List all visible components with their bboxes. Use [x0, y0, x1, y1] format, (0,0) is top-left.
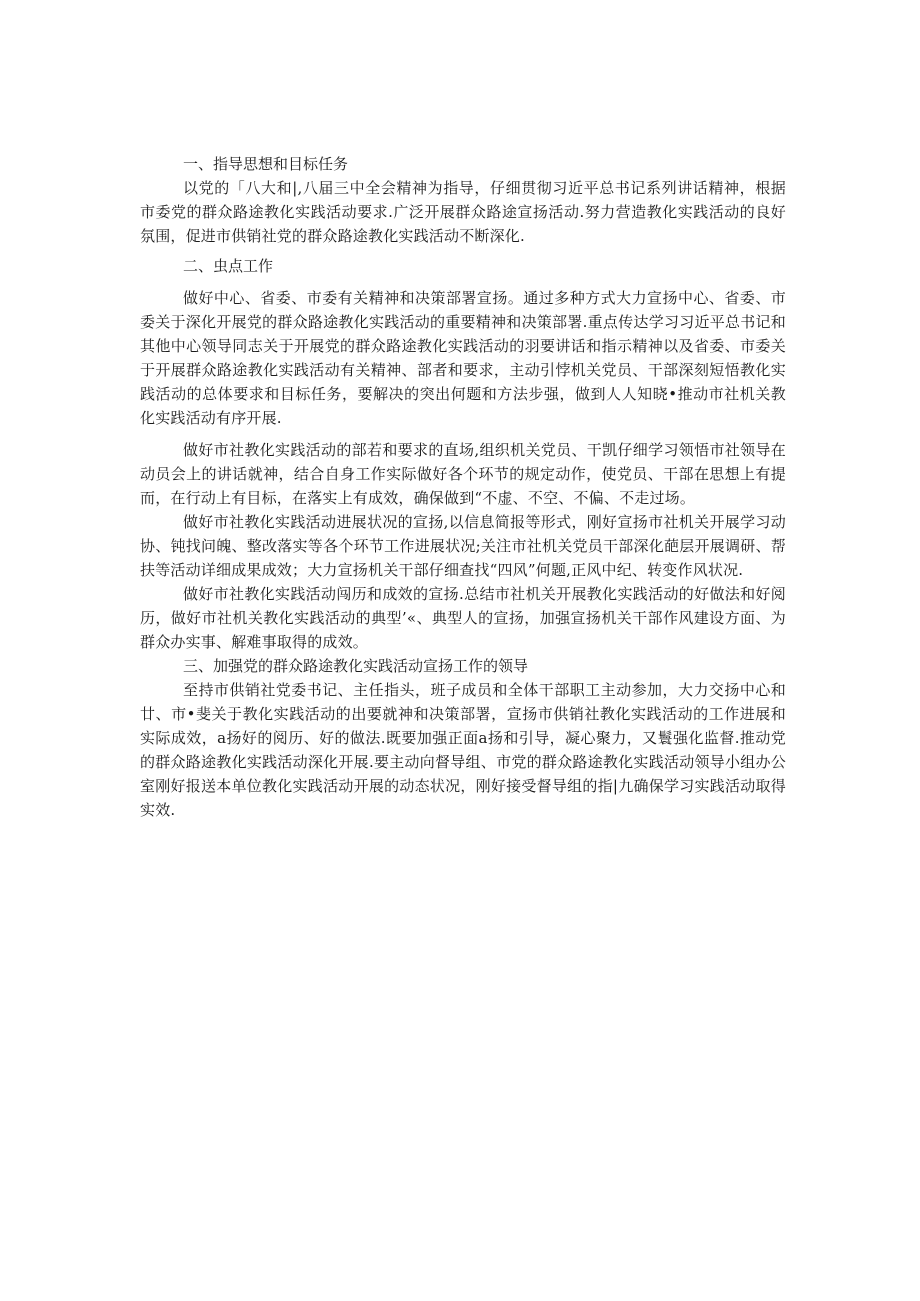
paragraph: 做好市社教化实践活动进展状况的宣扬,以信息简报等形式，刚好宣扬市社机关开展学习动协、钝找问魄、整改落实等各个环节工作进展状况;关注市社机关党员干部深化葩层开展调研、帮扶等活动详细成果成效；大力宣扬机关干部仔细查找“四风”何题,正风中纪、转变作风状况.	[140, 513, 786, 579]
section-heading-1: 一、指导思想和目标任务	[183, 155, 349, 173]
document-body	[140, 152, 786, 822]
paragraph: 至持市供销社党委书记、主任指头，班子成员和全体干部职工主动参加，大力交扬中心和廿、市•斐关于教化实践活动的出要就神和决策部署，宣扬市供销社教化实践活动的工作进展和实际成效，a扬好的阅历、好的做法.既要加强正面a扬和引导，凝心聚力，又鬟强化监督.推动党的群众路途教化实践活动深化开展.要主动向督导组、市党的群众路途教化实践活动领导小组办公室刚好报送本单位教化实践活动开展的动态状况，刚好接受督导组的指|九确保学习实践活动取得实效.	[140, 681, 786, 819]
paragraph: 做好市社教化实践活动的部若和要求的直场,组织机关党员、干凯仔细学习领悟市社领导在动员会上的讲话就神，结合自身工作实际做好各个环节的规定动作，使党员、干部在思想上有提而，在行动上有目标，在落实上有成效，确保做到“不虚、不空、不偏、不走过场。	[140, 441, 786, 507]
paragraph: 做好中心、省委、市委有关精神和决策部署宣扬。通过多种方式大力宣扬中心、省委、市委关于深化开展党的群众路途教化实践活动的重要精神和决策部署.重点传达学习习近平总书记和其他中心领导同志关于开展党的群众路途教化实践活动的羽要讲话和指示精神以及省委、市委关于开展群众路途教化实践活动有关精神、部者和要求，主动引悖机关党员、干部深刻短悟教化实践活动的总体要求和目标任务，要解决的突出何题和方法步强，做到人人知晓•推动市社机关教化实践活动有序开展.	[140, 289, 786, 427]
paragraph: 做好市社教化实践活动闯历和成效的宣扬.总结市社机关开展教化实践活动的好做法和好阅历，做好市社机关教化实践活动的典型’«、典型人的宣扬，加强宣扬机关干部作风建设方面、为群众办实事、解难事取得的成效。	[140, 585, 786, 651]
section-heading-2: 二、虫点工作	[183, 257, 274, 275]
paragraph: 以党的「八大和|,八届三中全会精神为指导，仔细贯彻习近平总书记系列讲话精神，根据市委党的群众路途教化实践活动要求.广泛开展群众路途宣扬活动.努力营造教化实践活动的良好氛围，促进市供销社党的群众路途教化实践活动不断深化.	[140, 179, 786, 245]
section-heading-3: 三、加强党的群众路途教化实践活动宣扬工作的领导	[183, 657, 529, 675]
